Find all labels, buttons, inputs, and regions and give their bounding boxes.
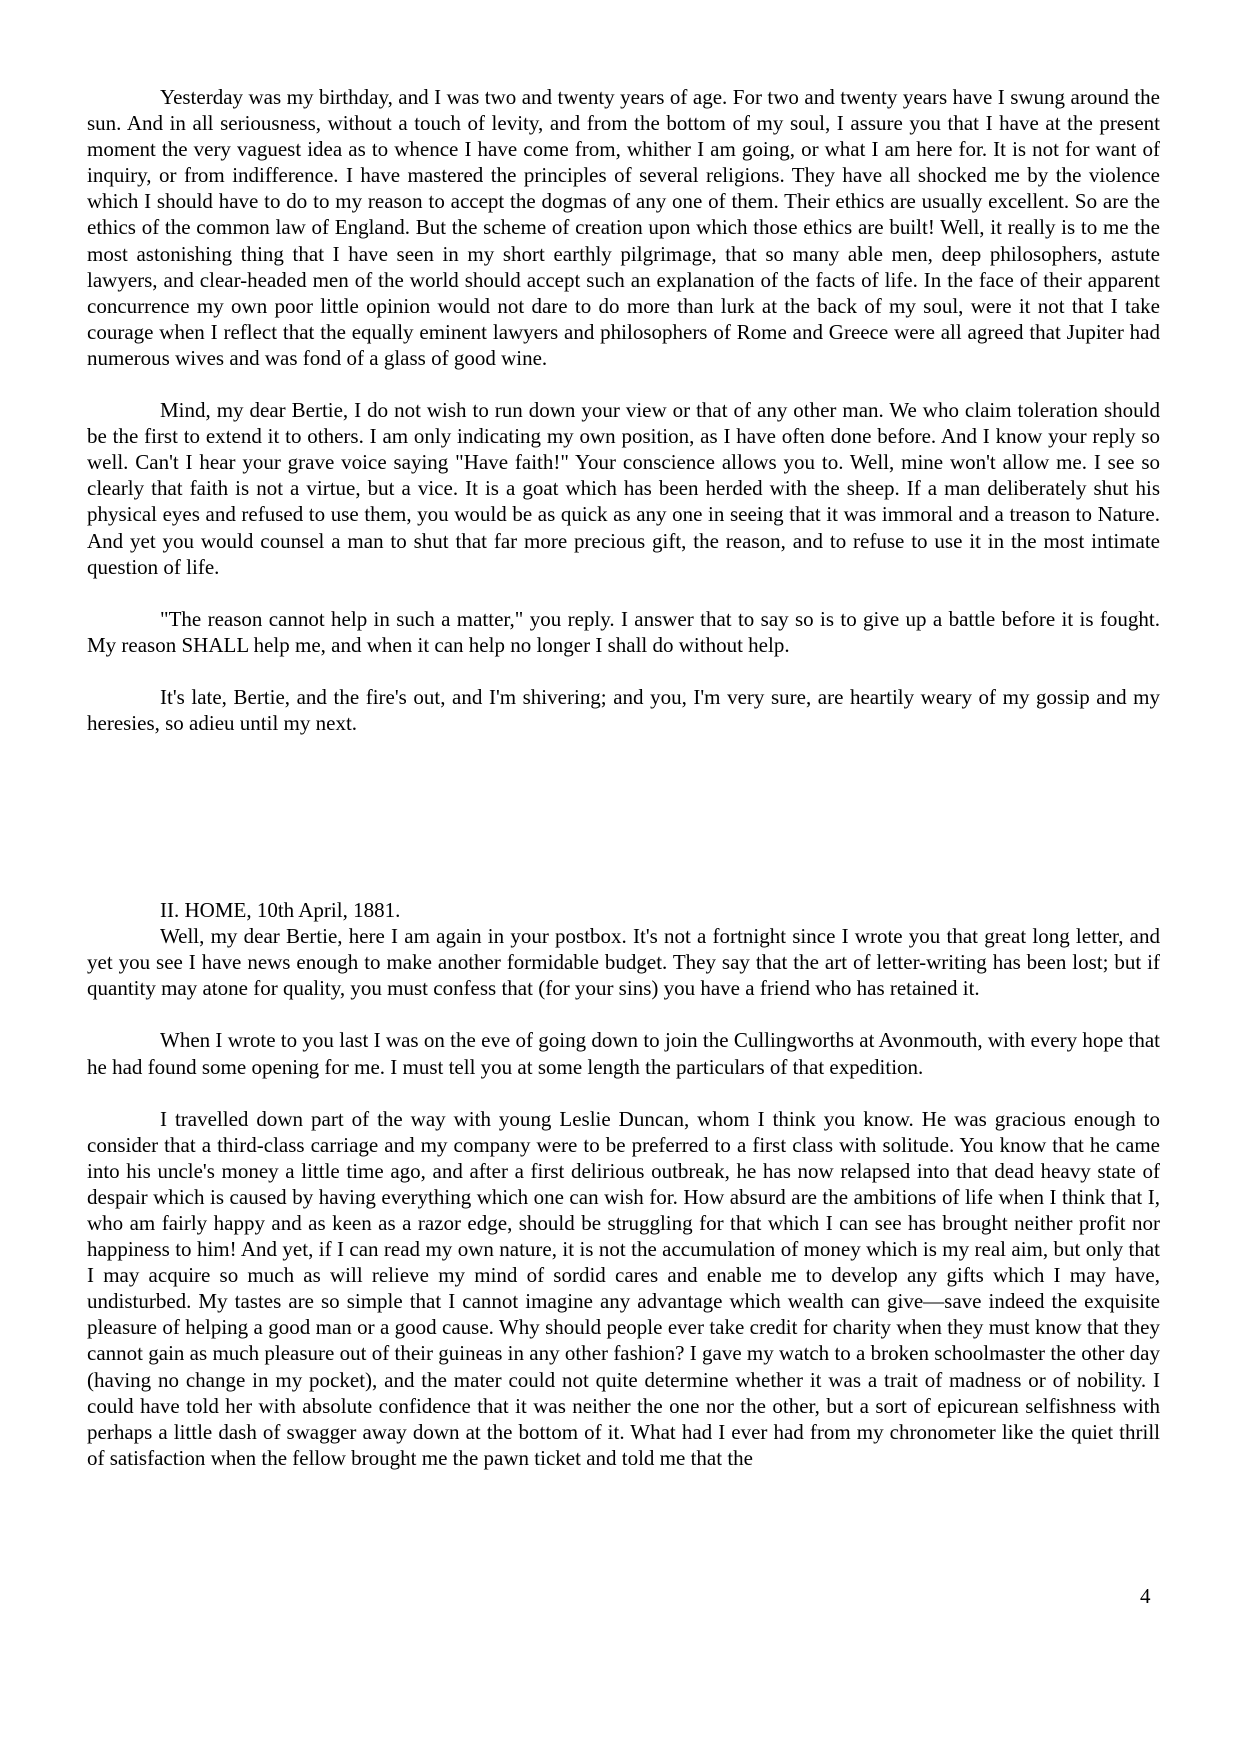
paragraph-spacer [87, 1001, 1160, 1027]
paragraph-reason: "The reason cannot help in such a matter," you reply. I answer that to say so is to give up a battle before it is fought. My reason SHALL help me, and when it can help no longer I shall do without help. [87, 606, 1160, 657]
paragraph-spacer [87, 580, 1160, 606]
paragraph-spacer [87, 371, 1160, 397]
document-page [87, 84, 1160, 1471]
paragraph-spacer [87, 1080, 1160, 1106]
paragraph-avonmouth: When I wrote to you last I was on the eve of going down to join the Cullingworths at Avonmouth, with every hope that he had found some opening for me. I must tell you at some length the particulars of that expedition. [87, 1028, 1160, 1079]
paragraph-birthday: Yesterday was my birthday, and I was two and twenty years of age. For two and twenty years have I swung around the sun. And in all seriousness, without a touch of levity, and from the bottom of my soul, I assure you that I have at the present moment the very vaguest idea as to whence I have come from, whither I am going, or what I am here for. It is not for want of inquiry, or from indifference. I have mastered the principles of several religions. They have all shocked me by the violence which I should have to do to my reason to accept the dogmas of any one of them. Their ethics are usually excellent. So are the ethics of the common law of England. But the scheme of creation upon which those ethics are built! Well, it really is to me the most astonishing thing that I have seen in my short earthly pilgrimage, that so many able men, deep philosophers, astute lawyers, and clear-headed men of the world should accept such an explanation of the facts of life. In the face of their apparent concurrence my own poor little opinion would not dare to do more than lurk at the back of my soul, were it not that I take courage when I reflect that the equally eminent lawyers and philosophers of Rome and Greece were all agreed that Jupiter had numerous wives and was fond of a glass of good wine. [87, 85, 1160, 370]
paragraph-late-bertie: It's late, Bertie, and the fire's out, and I'm shivering; and you, I'm very sure, are heartily weary of my gossip and my heresies, so adieu until my next. [87, 684, 1160, 735]
paragraph-postbox: Well, my dear Bertie, here I am again in your postbox. It's not a fortnight since I wrote you that great long letter, and yet you see I have news enough to make another formidable budget. They say that the art of letter-writing has been lost; but if quantity may atone for quality, you must confess that (for your sins) you have a friend who has retained it. [87, 924, 1160, 1001]
paragraph-mind-bertie: Mind, my dear Bertie, I do not wish to run down your view or that of any other man. We who claim toleration should be the first to extend it to others. I am only indicating my own position, as I have often done before. And I know your reply so well. Can't I hear your grave voice saying "Have faith!" Your conscience allows you to. Well, mine won't allow me. I see so clearly that faith is not a virtue, but a vice. It is a goat which has been herded with the sheep. If a man deliberately shut his physical eyes and refused to use them, you would be as quick as any one in seeing that it was immoral and a treason to Nature. And yet you would counsel a man to shut that far more precious gift, the reason, and to refuse to use it in the most intimate question of life. [87, 398, 1160, 579]
letter-heading: II. HOME, 10th April, 1881. [160, 898, 401, 923]
page-number: 4 [1140, 1584, 1151, 1608]
paragraph-leslie-duncan: I travelled down part of the way with young Leslie Duncan, whom I think you know. He was gracious enough to consider that a third-class carriage and my company were to be preferred to a first class with solitude. You know that he came into his uncle's money a little time ago, and after a first delirious outbreak, he has now relapsed into that dead heavy state of despair which is caused by having everything which one can wish for. How absurd are the ambitions of life when I think that I, who am fairly happy and as keen as a razor edge, should be struggling for that which I can see has brought neither profit nor happiness to him! And yet, if I can read my own nature, it is not the accumulation of money which is my real aim, but only that I may acquire so much as will relieve my mind of sordid cares and enable me to develop any gifts which I may have, undisturbed. My tastes are so simple that I cannot imagine any advantage which wealth can give—save indeed the exquisite pleasure of helping a good man or a good cause. Why should people ever take credit for charity when they must know that they cannot gain as much pleasure out of their guineas in any other fashion? I gave my watch to a broken schoolmaster the other day (having no change in my pocket), and the mater could not quite determine whether it was a trait of madness or of nobility. I could have told her with absolute confidence that it was neither the one nor the other, but a sort of epicurean selfishness with perhaps a little dash of swagger away down at the bottom of it. What had I ever had from my chronometer like the quiet thrill of satisfaction when the fellow brought me the pawn ticket and told me that the [87, 1106, 1160, 1470]
paragraph-spacer [87, 658, 1160, 684]
section-spacer [87, 736, 1160, 897]
